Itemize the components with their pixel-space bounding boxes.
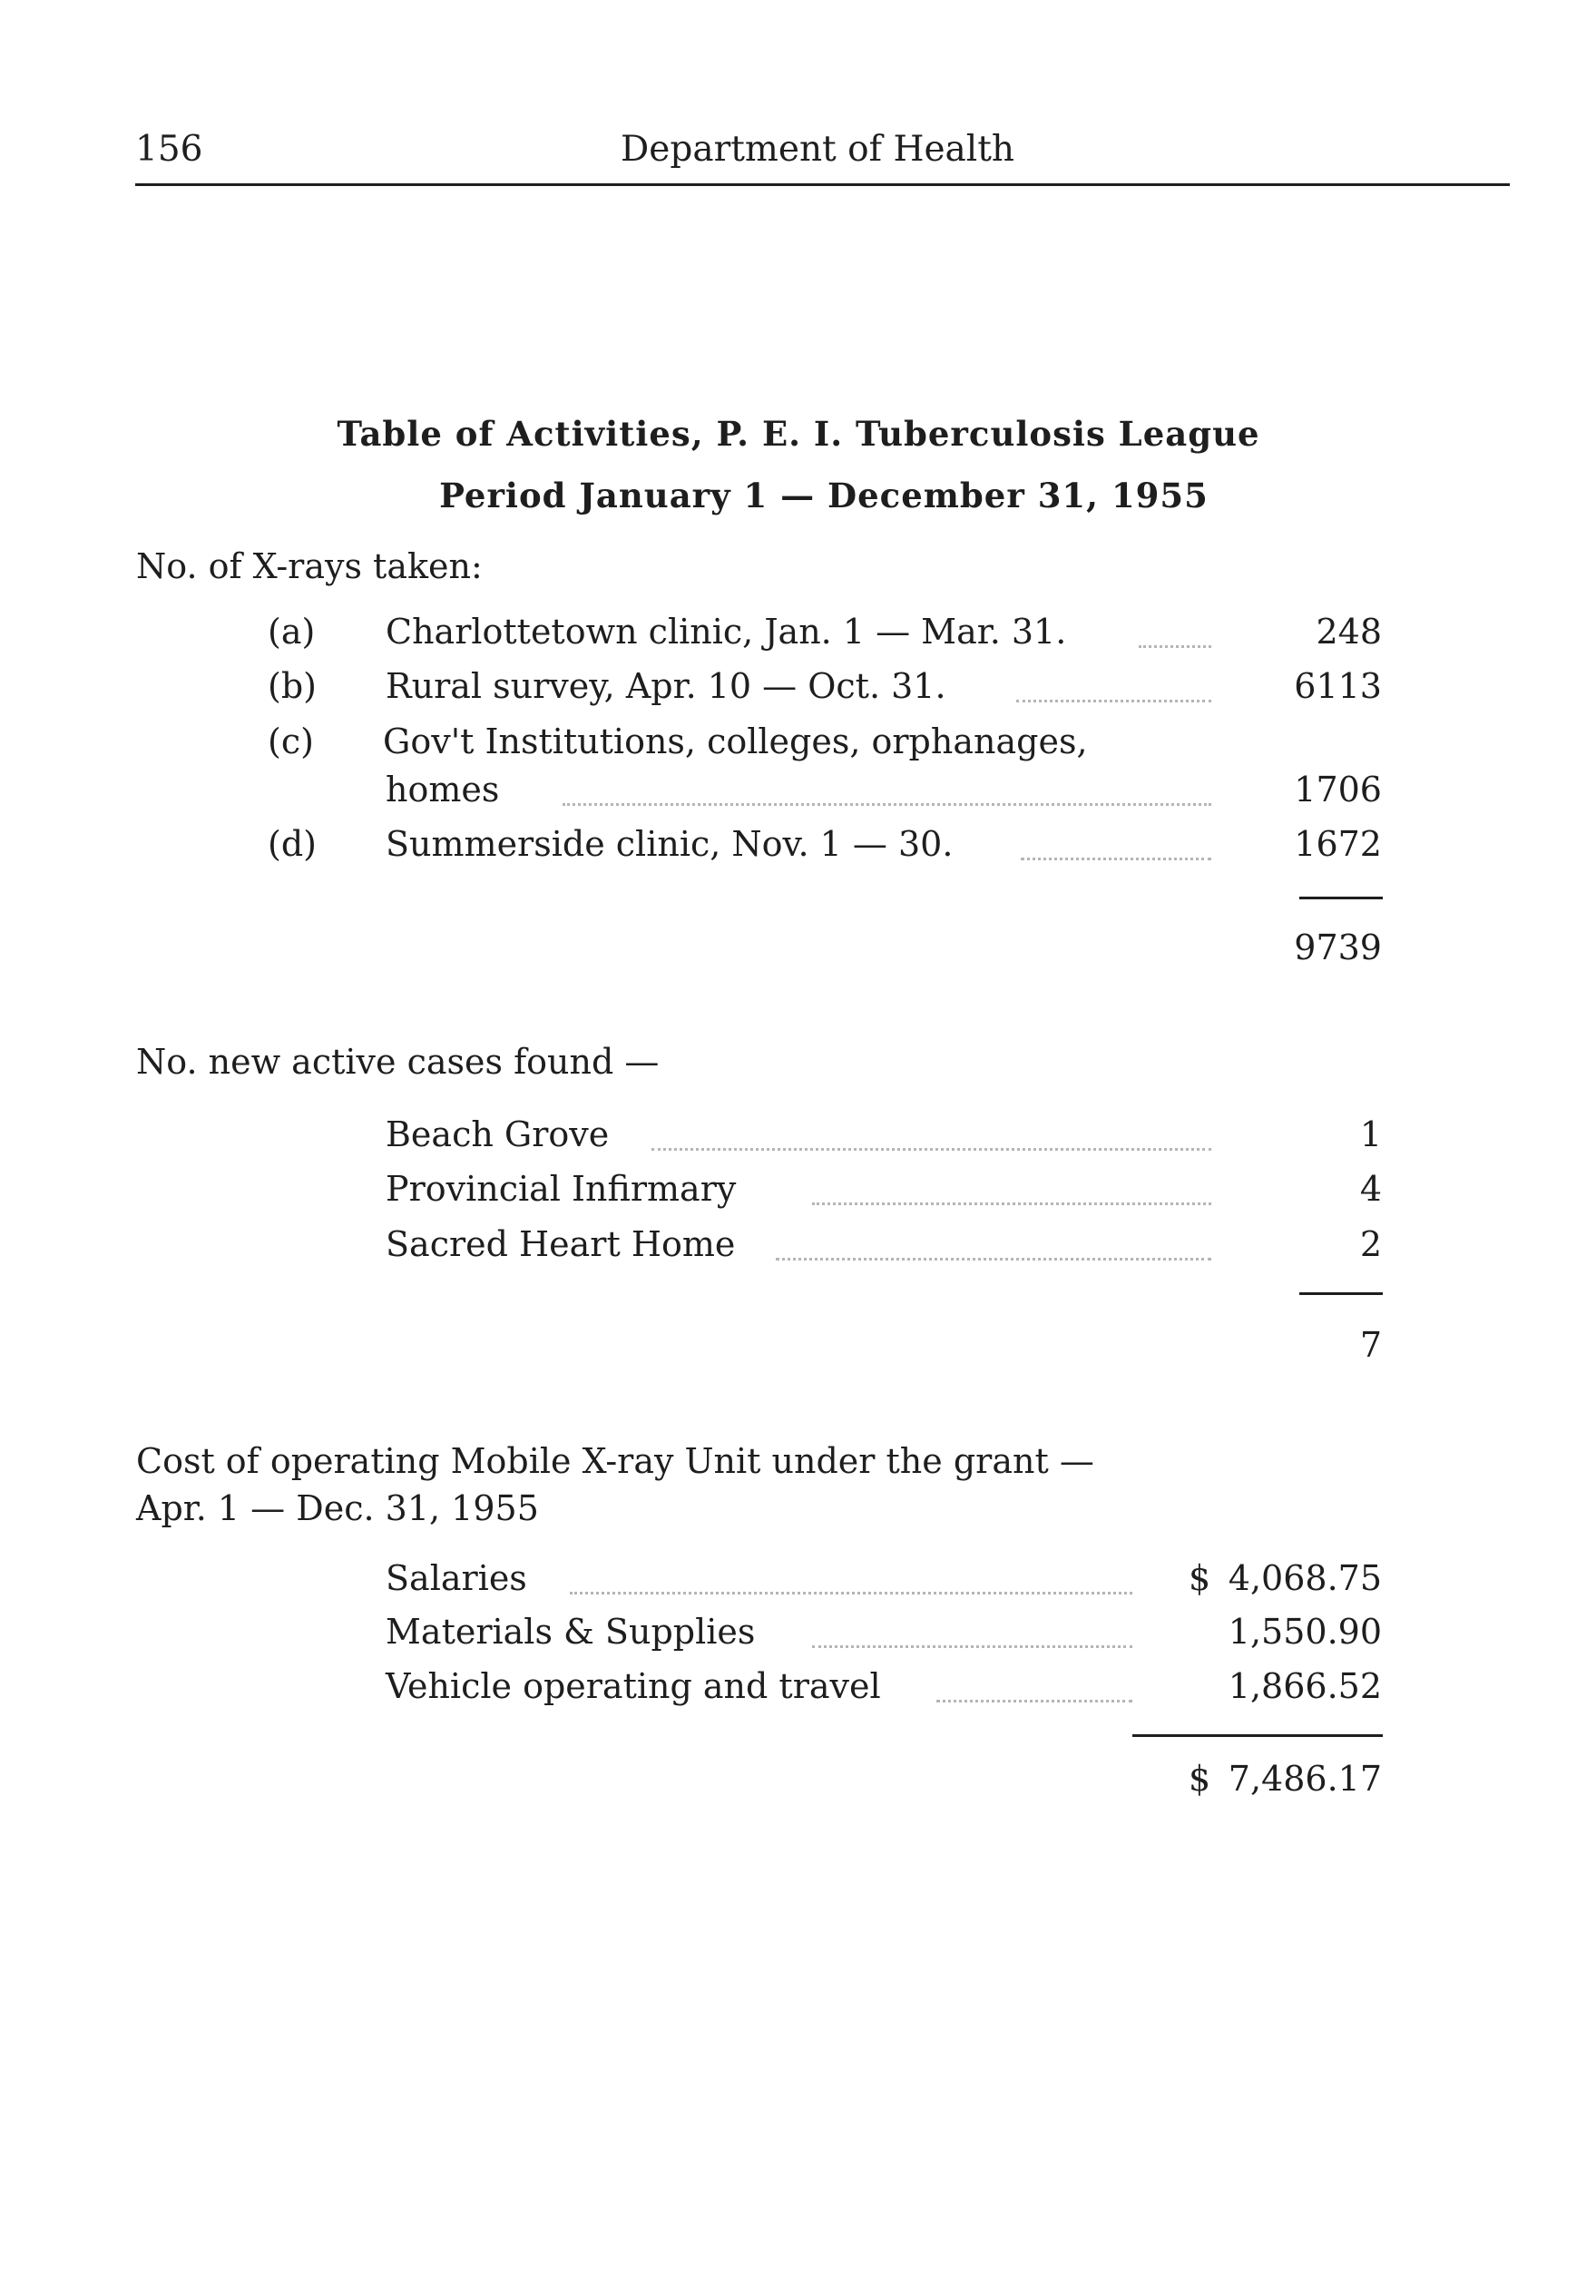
dot-leader — [1016, 700, 1211, 702]
row-label: Beach Grove — [386, 1114, 610, 1154]
dot-leader — [1139, 645, 1211, 648]
dot-leader — [1021, 858, 1211, 860]
row-label: Salaries — [386, 1558, 527, 1598]
cost-heading: Cost of operating Mobile X-ray Unit under the grant — — [136, 1441, 1094, 1481]
row-label: Materials & Supplies — [386, 1612, 756, 1652]
row-value: 4,068.75 — [1228, 1558, 1382, 1598]
table-period: Period January 1 — December 31, 1955 — [439, 476, 1209, 515]
currency-symbol: $ — [1189, 1759, 1211, 1799]
row-value: 1 — [1359, 1114, 1382, 1154]
active-cases-total: 7 — [1359, 1325, 1382, 1365]
row-letter: (d) — [268, 824, 317, 864]
currency-symbol: $ — [1189, 1558, 1211, 1598]
row-letter: (c) — [268, 721, 314, 761]
row-letter: (a) — [268, 612, 316, 652]
row-value: 1706 — [1294, 770, 1382, 809]
dot-leader — [812, 1645, 1132, 1648]
xrays-total: 9739 — [1294, 927, 1382, 967]
header-rule — [135, 183, 1510, 186]
row-label: Vehicle operating and travel — [386, 1666, 881, 1706]
dot-leader — [651, 1148, 1211, 1151]
row-value: 6113 — [1294, 666, 1382, 706]
dot-leader — [570, 1592, 1132, 1594]
running-title: Department of Health — [621, 129, 1015, 170]
table-title: Table of Activities, P. E. I. Tuberculosis League — [337, 414, 1260, 454]
cost-total: 7,486.17 — [1228, 1759, 1382, 1799]
sum-rule — [1132, 1734, 1383, 1737]
row-label-continuation: homes — [386, 770, 500, 809]
row-value: 4 — [1359, 1169, 1382, 1209]
row-label: Charlottetown clinic, Jan. 1 — Mar. 31. — [386, 612, 1067, 652]
active-cases-heading: No. new active cases found — — [136, 1042, 660, 1082]
xrays-heading: No. of X-rays taken: — [136, 546, 483, 586]
dot-leader — [563, 803, 1211, 806]
cost-period: Apr. 1 — Dec. 31, 1955 — [136, 1488, 539, 1528]
dot-leader — [812, 1202, 1211, 1205]
sum-rule — [1299, 897, 1383, 899]
row-label: Sacred Heart Home — [386, 1224, 736, 1264]
dot-leader — [776, 1258, 1211, 1261]
dot-leader — [936, 1700, 1132, 1702]
row-label: Summerside clinic, Nov. 1 — 30. — [386, 824, 954, 864]
row-value: 1,866.52 — [1228, 1666, 1382, 1706]
row-letter: (b) — [268, 666, 317, 706]
page-number: 156 — [135, 129, 203, 170]
row-value: 248 — [1316, 612, 1382, 652]
row-label: Rural survey, Apr. 10 — Oct. 31. — [386, 666, 946, 706]
row-value: 2 — [1359, 1224, 1382, 1264]
row-value: 1,550.90 — [1228, 1612, 1382, 1652]
row-label: Gov't Institutions, colleges, orphanages, — [383, 721, 1088, 761]
row-value: 1672 — [1294, 824, 1382, 864]
sum-rule — [1299, 1292, 1383, 1295]
row-label: Provincial Infirmary — [386, 1169, 737, 1209]
